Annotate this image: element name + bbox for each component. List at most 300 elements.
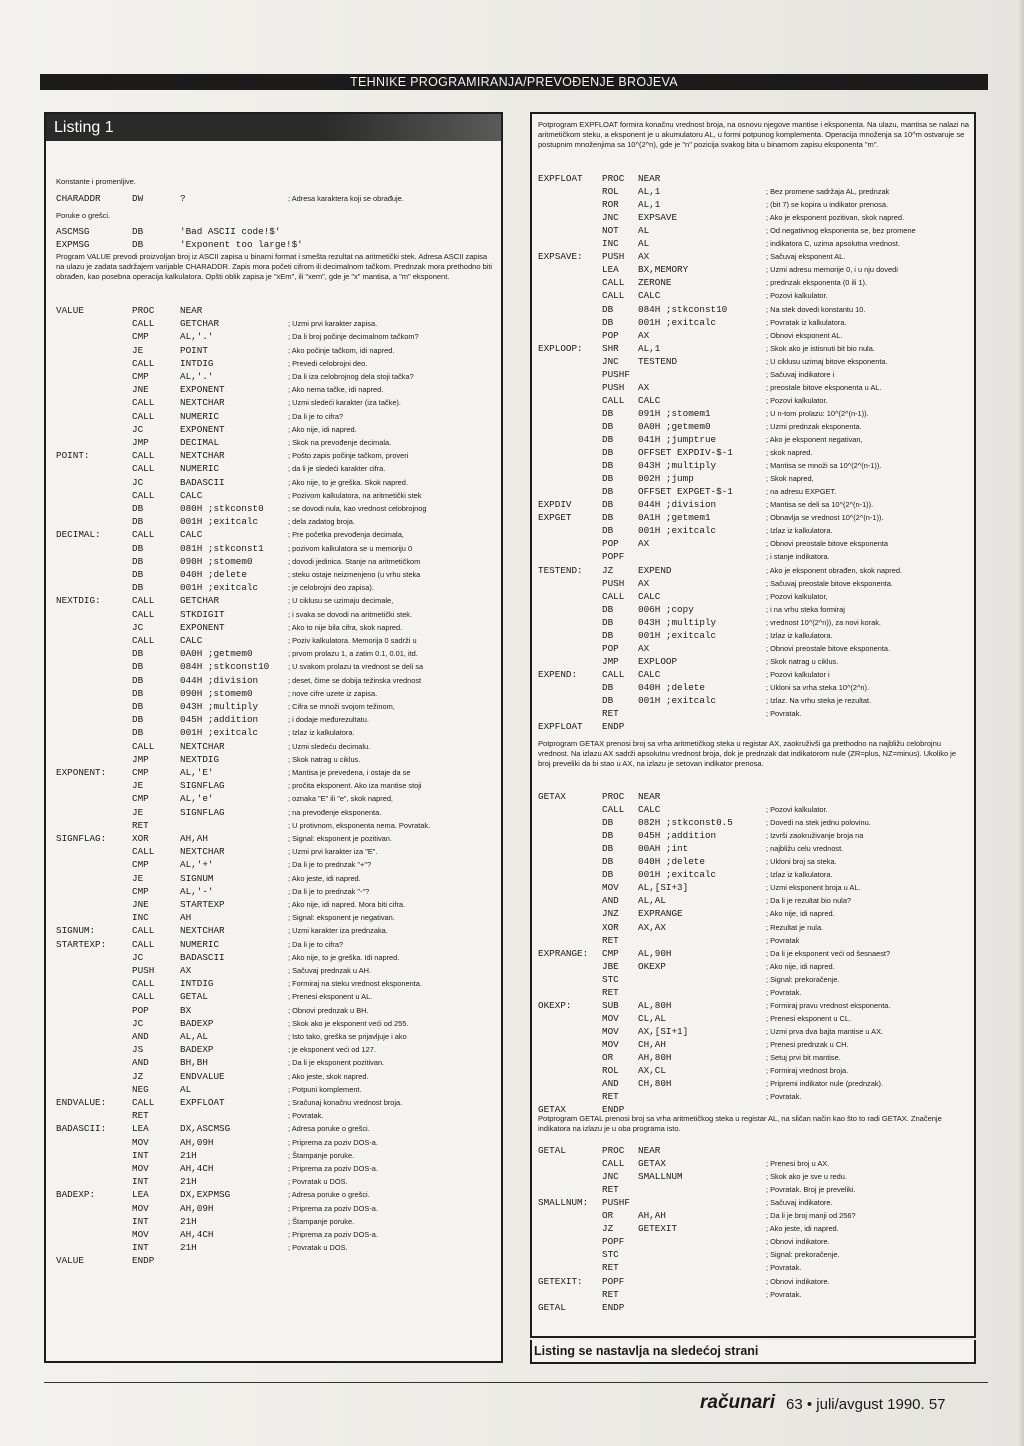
code-arg: 006H ;copy <box>638 603 694 615</box>
code-op: CALL <box>132 450 155 462</box>
code-arg: SIGNFLAG <box>180 806 225 818</box>
code-label: EXPDIV <box>538 499 572 511</box>
code-op: JE <box>132 806 144 818</box>
code-cmt: ; Cifra se množi svojom težinom, <box>288 702 395 711</box>
code-cmt: ; Prenesi eksponent u CL. <box>766 1013 852 1023</box>
expfloat-description: Potprogram EXPFLOAT formira konačnu vrednost broja, na osnovu njegove mantise i eksponenta. Na ulazu, mantisa se nalazi na aritmetičkom steku, a eksponent je u akumulatoru AL, u formi potpunog komplementa. Operacija množenja sa 10^m ostvaruje se postupnim množenjima sa 10^(2^n), gde je "n" pozicija svakog bita u binarnom zapisu eksponenta "m". <box>538 120 969 149</box>
code-op: JNE <box>132 384 149 396</box>
code-arg: NEAR <box>638 1145 661 1156</box>
code-cmt: ; Ako nije, to je greška. Idi napred. <box>288 952 400 962</box>
code-op: NOT <box>602 225 619 237</box>
code-cmt: ; Isto tako, greška se prijavljuje i ako <box>288 1032 407 1041</box>
code-cmt: ; Štampanje poruke. <box>288 1150 355 1160</box>
code-cmt: ; indikatora C, uzima apsolutna vrednost. <box>766 239 900 249</box>
code-arg: EXPFLOAT <box>180 1097 225 1108</box>
code-arg: 044H ;division <box>638 499 717 511</box>
code-label: POINT: <box>56 450 90 462</box>
code-cmt: ; Potpuni komplement. <box>288 1084 362 1094</box>
code-op: POP <box>602 329 619 341</box>
code-cmt: ; Sačuvaj indikatore i <box>766 369 835 379</box>
code-op: PUSH <box>602 381 625 393</box>
issue-info: 63 • juli/avgust 1990. 57 <box>786 1396 946 1413</box>
code-op: RET <box>602 1091 619 1103</box>
code-op: DW <box>132 193 144 204</box>
code-op: MOV <box>602 1038 619 1050</box>
code-arg: 043H ;multiply <box>638 460 717 472</box>
code-op: DB <box>602 434 614 445</box>
code-arg: SMALLNUM <box>638 1171 683 1183</box>
code-op: JNC <box>602 355 619 367</box>
code-op: DB <box>602 843 614 855</box>
code-op: MOV <box>602 882 619 894</box>
code-cmt: ; je eksponent veći od 127. <box>288 1045 376 1055</box>
code-cmt: ; Uzmi adresu memorije 0, i u nju dovedi <box>766 265 898 275</box>
code-op: JZ <box>602 564 614 576</box>
code-cmt: ; pozivom kalkulatora se u memoriju 0 <box>288 543 413 553</box>
code-arg: EXPONENT <box>180 621 225 633</box>
code-op: POPF <box>602 551 625 563</box>
code-op: CALL <box>132 489 155 501</box>
code-op: JE <box>132 780 144 792</box>
code-op: JMP <box>602 655 619 667</box>
code-arg: BH,BH <box>180 1057 208 1069</box>
code-cmt: ; Mantisa se deli sa 10^(2^(n-1)). <box>766 500 874 510</box>
code-label: NEXTDIG: <box>56 595 101 607</box>
code-arg: 045H ;addition <box>180 714 259 726</box>
code-arg: 001H ;exitcalc <box>638 695 717 706</box>
code-arg: AL,80H <box>638 999 672 1011</box>
code-arg: AL,AL <box>180 1031 208 1042</box>
code-arg: BX,MEMORY <box>638 264 689 276</box>
code-cmt: ; Signal: eksponent je negativan. <box>288 913 395 923</box>
code-arg: 084H ;stkconst10 <box>180 661 270 673</box>
code-label: ENDVALUE: <box>56 1097 107 1108</box>
code-op: RET <box>602 1288 619 1300</box>
code-op: RET <box>132 1110 149 1122</box>
code-arg: NUMERIC <box>180 410 220 422</box>
code-arg: AH,4CH <box>180 1163 214 1174</box>
code-cmt: ; Da li iza celobrojnog dela stoji tačka? <box>288 372 414 381</box>
code-arg: INTDIG <box>180 978 214 990</box>
code-cmt: ; vrednost 10^(2^n)), za novi korak. <box>766 617 881 627</box>
code-op: JZ <box>602 1223 614 1235</box>
code-arg: DECIMAL <box>180 437 220 448</box>
code-op: POPF <box>602 1275 625 1287</box>
code-cmt: ; Priprema za poziv DOS-a. <box>288 1137 378 1147</box>
code-op: PROC <box>132 305 155 316</box>
code-op: JBE <box>602 960 619 972</box>
code-op: PUSH <box>602 251 625 263</box>
code-label: ASCMSG <box>56 226 90 237</box>
value-description: Program VALUE prevodi proizvoljan broj iz ASCII zapisa u binarni format i smešta rezultat na aritmetički stek. Adresa ASCII zapisa na ulazu je zadata sadržajem varijable CHARADDR. Zapis mora početi cifrom ili decimalnom tačkom. Prednzak mora prethodno biti obrađen, kao posebna operacija kalkulatora. Opšti oblik zapisa je "xEm", ili "xem", gde je "x" mantisa, a "m" eksponent. <box>56 252 493 281</box>
code-arg: 'Exponent too large!$' <box>180 239 303 250</box>
code-arg: ZERONE <box>638 277 672 289</box>
code-cmt: ; Povratak. <box>766 1263 802 1273</box>
code-op: CALL <box>602 290 625 302</box>
code-cmt: ; Ako je eksponent pozitivan, skok napred. <box>766 213 905 223</box>
code-op: MOV <box>132 1163 149 1174</box>
code-op: XOR <box>132 833 149 844</box>
code-arg: CALC <box>638 804 661 816</box>
code-op: CALL <box>602 394 625 406</box>
code-op: DB <box>602 830 614 842</box>
code-cmt: ; Izvrši zaokruživanje broja na <box>766 831 864 841</box>
code-cmt: ; dela zadatog broja. <box>288 517 355 527</box>
code-arg: BADASCII <box>180 476 225 488</box>
code-arg: AH,09H <box>180 1136 214 1148</box>
code-op: JMP <box>132 753 149 765</box>
code-cmt: ; Adresa karaktera koji se obrađuje. <box>288 194 404 203</box>
footer-rule <box>44 1382 988 1383</box>
code-cmt: ; Prenesi prednzak u CH. <box>766 1039 849 1049</box>
code-op: JE <box>132 872 144 884</box>
code-cmt: ; Uzmi sledeći karakter (iza tačke). <box>288 398 401 408</box>
code-arg: 080H ;stkconst0 <box>180 503 264 514</box>
code-cmt: ; Da li je broj manji od 256? <box>766 1211 856 1221</box>
code-cmt: ; Da li je to prednzak "+"? <box>288 860 372 870</box>
code-cmt: ; Formiraj vrednost broja. <box>766 1066 849 1076</box>
code-op: CMP <box>132 331 149 343</box>
code-cmt: ; Izlaz iz kalkulatora. <box>288 728 355 738</box>
code-op: CMP <box>132 371 149 382</box>
code-cmt: ; Povratak. <box>766 1289 802 1299</box>
code-op: INT <box>132 1215 149 1227</box>
getal-description: Potprogram GETAL prenosi broj sa vrha aritmetičkog steka u registar AL, na sličan način kao što to radi GETAX. Značenje indikatora na izlazu je u oba programa isto. <box>538 1114 942 1133</box>
code-op: JMP <box>132 437 149 448</box>
code-arg: AL,'E' <box>180 767 214 778</box>
code-cmt: ; Da li je rezultat bio nula? <box>766 896 852 906</box>
code-arg: AH,AH <box>638 1210 666 1222</box>
code-cmt: ; Signal: prekoračenje. <box>766 1250 840 1260</box>
code-op: DB <box>132 569 144 580</box>
code-arg: AL,'-' <box>180 885 214 897</box>
code-op: AND <box>602 1078 619 1090</box>
code-arg: 043H ;multiply <box>638 616 717 628</box>
code-arg: AX <box>638 642 650 654</box>
code-op: CALL <box>132 991 155 1003</box>
code-cmt: ; Pozovi kalkulator. <box>766 291 828 301</box>
code-op: JE <box>132 344 144 356</box>
code-cmt: ; Pripremi indikator nule (prednzak). <box>766 1079 884 1089</box>
code-arg: AL <box>638 238 650 250</box>
code-arg: GETEXIT <box>638 1223 678 1235</box>
code-op: DB <box>132 226 144 237</box>
code-cmt: ; Ako nema tačke, idi napred. <box>288 385 384 395</box>
listing-right-column <box>530 112 976 1338</box>
code-arg: TESTEND <box>638 355 678 367</box>
code-op: DB <box>602 460 614 472</box>
code-op: OR <box>602 1052 614 1063</box>
code-arg: 0A0H ;getmem0 <box>180 648 253 660</box>
code-cmt: ; deset, čime se dobija težinska vrednost <box>288 675 422 685</box>
code-arg: 001H ;exitcalc <box>180 516 259 528</box>
code-op: DB <box>132 582 144 594</box>
code-arg: AL <box>180 1083 192 1095</box>
code-cmt: ; i svaka se dovodi na aritmetički stek. <box>288 609 413 619</box>
code-arg: CL,AL <box>638 1012 666 1024</box>
code-op: CMP <box>132 767 149 778</box>
listing-left-column <box>44 112 503 1363</box>
code-op: DB <box>602 473 614 485</box>
code-op: DB <box>132 542 144 554</box>
code-op: DB <box>132 661 144 673</box>
code-op: PROC <box>602 1145 625 1156</box>
code-op: MOV <box>132 1136 149 1148</box>
code-op: DB <box>132 648 144 660</box>
magazine-name: računari <box>700 1392 775 1413</box>
code-cmt: ; Izlaz. Na vrhu steka je rezultat. <box>766 696 872 705</box>
code-op: DB <box>602 629 614 641</box>
code-cmt: ; Sačuvaj indikatore. <box>766 1198 833 1208</box>
code-cmt: ; Obnavlja se vrednost 10^(2^(n-1)). <box>766 513 884 523</box>
code-op: DB <box>602 869 614 881</box>
code-op: NEG <box>132 1083 149 1095</box>
code-op: INC <box>602 238 619 250</box>
code-op: DB <box>132 239 144 250</box>
code-arg: AX <box>638 577 650 589</box>
code-cmt: ; Da li je eksponent pozitivan. <box>288 1058 385 1068</box>
code-op: MOV <box>132 1202 149 1214</box>
code-arg: ? <box>180 193 186 204</box>
code-arg: CALC <box>180 529 203 541</box>
code-op: CALL <box>132 608 155 620</box>
code-op: CALL <box>132 635 155 646</box>
code-cmt: ; Dovedi na stek jednu polovinu. <box>766 818 871 828</box>
code-arg: 001H ;exitcalc <box>638 869 717 881</box>
code-cmt: ; Ako to nije bila cifra, skok napred. <box>288 622 403 632</box>
code-cmt: ; i stanje indikatora. <box>766 552 830 562</box>
code-cmt: ; Ako je eksponent obrađen, skok napred. <box>766 565 902 575</box>
code-cmt: ; Pozivom kalkulatora, na aritmetički stek <box>288 490 422 500</box>
code-op: CMP <box>132 859 149 871</box>
code-arg: AH,80H <box>638 1052 672 1063</box>
code-op: ROL <box>602 186 619 198</box>
code-op: JC <box>132 476 144 488</box>
code-arg: AL,1 <box>638 186 661 198</box>
code-cmt: ; Povratak. <box>766 709 802 719</box>
code-op: JC <box>132 621 144 633</box>
code-cmt: ; Pozovi kalkulator. <box>766 395 828 405</box>
code-cmt: ; na prevođenje eksponenta. <box>288 807 382 817</box>
code-op: AND <box>132 1031 149 1042</box>
code-arg: AL,'e' <box>180 793 214 805</box>
code-op: SUB <box>602 999 619 1011</box>
code-arg: 21H <box>180 1176 197 1188</box>
code-cmt: ; Signal: prekoračenje. <box>766 974 840 984</box>
code-cmt: ; Priprema za poziv DOS-a. <box>288 1164 378 1173</box>
code-cmt: ; Prevedi celobrojni deo. <box>288 358 368 368</box>
code-cmt: ; Povratak. <box>766 1092 802 1102</box>
code-cmt: ; skok napred. <box>766 448 813 458</box>
code-label: EXPLOOP: <box>538 342 583 354</box>
code-cmt: ; Ako jeste, idi napred. <box>766 1224 839 1234</box>
code-arg: CALC <box>180 489 203 501</box>
code-arg: 21H <box>180 1215 197 1227</box>
code-cmt: ; Ako jeste, skok napred. <box>288 1071 369 1081</box>
code-cmt: ; Povratak. <box>766 987 802 997</box>
code-arg: AX <box>638 329 650 341</box>
code-cmt: ; Povratak. Broj je preveliki. <box>766 1185 856 1195</box>
code-arg: AL,90H <box>638 947 672 959</box>
code-op: JS <box>132 1044 144 1056</box>
code-label: EXPGET <box>538 512 572 524</box>
code-op: CALL <box>602 1158 625 1170</box>
code-label: EXPEND: <box>538 668 578 680</box>
code-cmt: ; Ako nije, to je greška. Skok napred. <box>288 477 408 487</box>
code-cmt: ; Prenesi broj u AX. <box>766 1159 830 1169</box>
code-op: MOV <box>602 1012 619 1024</box>
listing-title: Listing 1 <box>46 114 501 141</box>
code-op: MOV <box>132 1229 149 1240</box>
code-op: RET <box>132 819 149 831</box>
code-arg: AX <box>638 381 650 393</box>
code-op: DB <box>602 512 614 524</box>
code-arg: AL,'.' <box>180 331 214 343</box>
code-op: XOR <box>602 921 619 933</box>
code-label: VALUE <box>56 1255 84 1267</box>
code-label: GETEXIT: <box>538 1275 583 1287</box>
code-arg: 001H ;exitcalc <box>638 525 717 537</box>
code-cmt: ; Povratak <box>766 935 800 945</box>
code-cmt: ; Izlaz iz kalkulatora. <box>766 630 833 640</box>
code-cmt: ; Ako je eksponent negativan, <box>766 435 863 444</box>
getax-description: Potprogram GETAX prenosi broj sa vrha aritmetičkog steka u registar AX, zaokruživši ga prethodno na najbližu celobrojnu vrednost. Na izlazu AX sadrži apsolutnu vrednost broja, dok je prednzak dat indikatorom nule (ZR=plus, NZ=minus). Ukoliko je broj preveliki da bi stao u AX, na izlazu je setovan indikator prenosa. <box>538 739 956 768</box>
code-op: CMP <box>132 793 149 805</box>
code-cmt: ; U ciklusu se uzimaju decimale, <box>288 596 394 606</box>
code-arg: BX <box>180 1004 192 1016</box>
code-arg: AH <box>180 912 192 924</box>
code-cmt: ; pročita eksponent. Ako iza mantise stoji <box>288 781 422 791</box>
code-label: EXPONENT: <box>56 767 107 778</box>
code-op: PROC <box>602 173 625 184</box>
code-op: DB <box>132 503 144 514</box>
code-op: DB <box>602 420 614 432</box>
code-cmt: ; je celobrojni deo zapisa). <box>288 583 374 593</box>
code-label: EXPFLOAT <box>538 721 583 733</box>
code-label: EXPRANGE: <box>538 947 589 959</box>
code-label: EXPFLOAT <box>538 173 583 184</box>
code-arg: 090H ;stomem0 <box>180 555 253 567</box>
code-op: RET <box>602 986 619 998</box>
code-cmt: ; Rezultat je nula. <box>766 922 824 932</box>
code-arg: 084H ;stkconst10 <box>638 303 728 315</box>
code-cmt: ; i dodaje međurezultatu. <box>288 715 369 725</box>
code-op: INT <box>132 1176 149 1188</box>
code-op: ROL <box>602 1065 619 1077</box>
code-arg: NEAR <box>180 305 203 316</box>
code-cmt: ; Pre početka prevođenja decimala, <box>288 530 404 540</box>
code-cmt: ; Uzmi prednzak eksponenta. <box>766 421 862 431</box>
code-op: MOV <box>602 1025 619 1037</box>
code-op: DB <box>132 714 144 726</box>
code-cmt: ; Ukloni broj sa steka. <box>766 857 837 867</box>
code-cmt: ; Povratak iz kalkulatora. <box>766 317 847 327</box>
code-cmt: ; (bit 7) se kopira u indikator prenosa. <box>766 200 889 210</box>
code-op: CALL <box>132 846 155 858</box>
code-op: JC <box>132 423 144 435</box>
continued-note: Listing se nastavlja na sledećoj strani <box>530 1340 976 1364</box>
code-arg: 091H ;stomem1 <box>638 407 711 419</box>
code-cmt: ; Povratak u DOS. <box>288 1243 348 1253</box>
code-arg: NEXTCHAR <box>180 450 225 462</box>
code-arg: STARTEXP <box>180 899 225 910</box>
code-op: CALL <box>602 668 625 680</box>
code-label: SIGNFLAG: <box>56 833 107 844</box>
code-arg: SIGNUM <box>180 872 214 884</box>
code-label: CHARADDR <box>56 193 101 204</box>
code-cmt: ; Bez promene sadržaja AL, prednzak <box>766 187 890 197</box>
code-cmt: ; Obnovi indikatore. <box>766 1276 830 1286</box>
code-op: ENDP <box>602 1104 625 1116</box>
code-arg: 00AH ;int <box>638 843 689 855</box>
code-op: DB <box>132 701 144 712</box>
code-cmt: ; i na vrhu steka formiraj <box>766 604 845 614</box>
code-cmt: ; Obnovi eksponent AL. <box>766 330 843 340</box>
code-arg: CALC <box>638 668 661 680</box>
code-arg: AH,4CH <box>180 1229 214 1240</box>
code-cmt: ; Ako nije, idi napred. <box>766 961 835 971</box>
code-arg: AX,[SI+1] <box>638 1025 689 1037</box>
code-op: POP <box>602 642 619 654</box>
code-op: INC <box>132 912 149 924</box>
code-arg: 0A1H ;getmem1 <box>638 512 711 524</box>
code-arg: 045H ;addition <box>638 830 717 842</box>
code-op: POPF <box>602 1236 625 1248</box>
code-op: SHR <box>602 342 619 354</box>
code-op: DB <box>602 603 614 615</box>
code-cmt: ; Ukloni sa vrha steka 10^(2^n). <box>766 682 870 692</box>
code-op: INT <box>132 1149 149 1161</box>
code-cmt: ; Sačuvaj eksponent AL. <box>766 252 846 262</box>
code-op: LEA <box>132 1123 149 1135</box>
code-cmt: ; Ako počinje tačkom, idi napred. <box>288 345 395 355</box>
code-op: JC <box>132 1017 144 1029</box>
code-cmt: ; Uzmi eksponent broja u AL. <box>766 883 861 893</box>
code-label: STARTEXP: <box>56 938 107 950</box>
code-arg: 043H ;multiply <box>180 701 259 712</box>
code-cmt: ; Pošto zapis počinje tačkom, proveri <box>288 451 409 461</box>
code-arg: BADEXP <box>180 1017 214 1029</box>
code-cmt: ; Povratak. <box>288 1111 324 1121</box>
code-arg: AX <box>180 965 192 976</box>
code-op: DB <box>602 856 614 868</box>
code-arg: 044H ;division <box>180 674 259 686</box>
code-op: ENDP <box>602 1301 625 1313</box>
code-op: CALL <box>132 938 155 950</box>
code-arg: OKEXP <box>638 960 666 972</box>
code-cmt: ; steku ostaje neizmenjeno (u vrhu steka <box>288 570 421 579</box>
code-cmt: ; U n-tom prolazu: 10^(2^(n-1)). <box>766 408 869 418</box>
code-arg: AH,AH <box>180 833 208 844</box>
code-arg: AL,1 <box>638 199 661 211</box>
code-op: DB <box>602 616 614 628</box>
code-arg: DX,EXPMSG <box>180 1189 231 1201</box>
code-cmt: ; Signal: eksponent je pozitivan. <box>288 834 392 843</box>
code-cmt: ; Ako nije, idi napred. <box>288 424 357 434</box>
code-arg: NEAR <box>638 173 661 184</box>
code-cmt: ; na adresu EXPGET. <box>766 487 837 497</box>
code-arg: OFFSET EXPDIV-$-1 <box>638 447 733 459</box>
code-arg: AH,09H <box>180 1202 214 1214</box>
code-arg: NUMERIC <box>180 938 220 950</box>
code-arg: 21H <box>180 1242 197 1254</box>
code-op: CALL <box>132 529 155 541</box>
code-cmt: ; Adresa poruke o grešci. <box>288 1190 370 1200</box>
code-arg: CALC <box>638 590 661 602</box>
code-cmt: ; Ako jeste, idi napred. <box>288 873 361 883</box>
code-arg: EXPONENT <box>180 423 225 435</box>
code-arg: EXPONENT <box>180 384 225 396</box>
